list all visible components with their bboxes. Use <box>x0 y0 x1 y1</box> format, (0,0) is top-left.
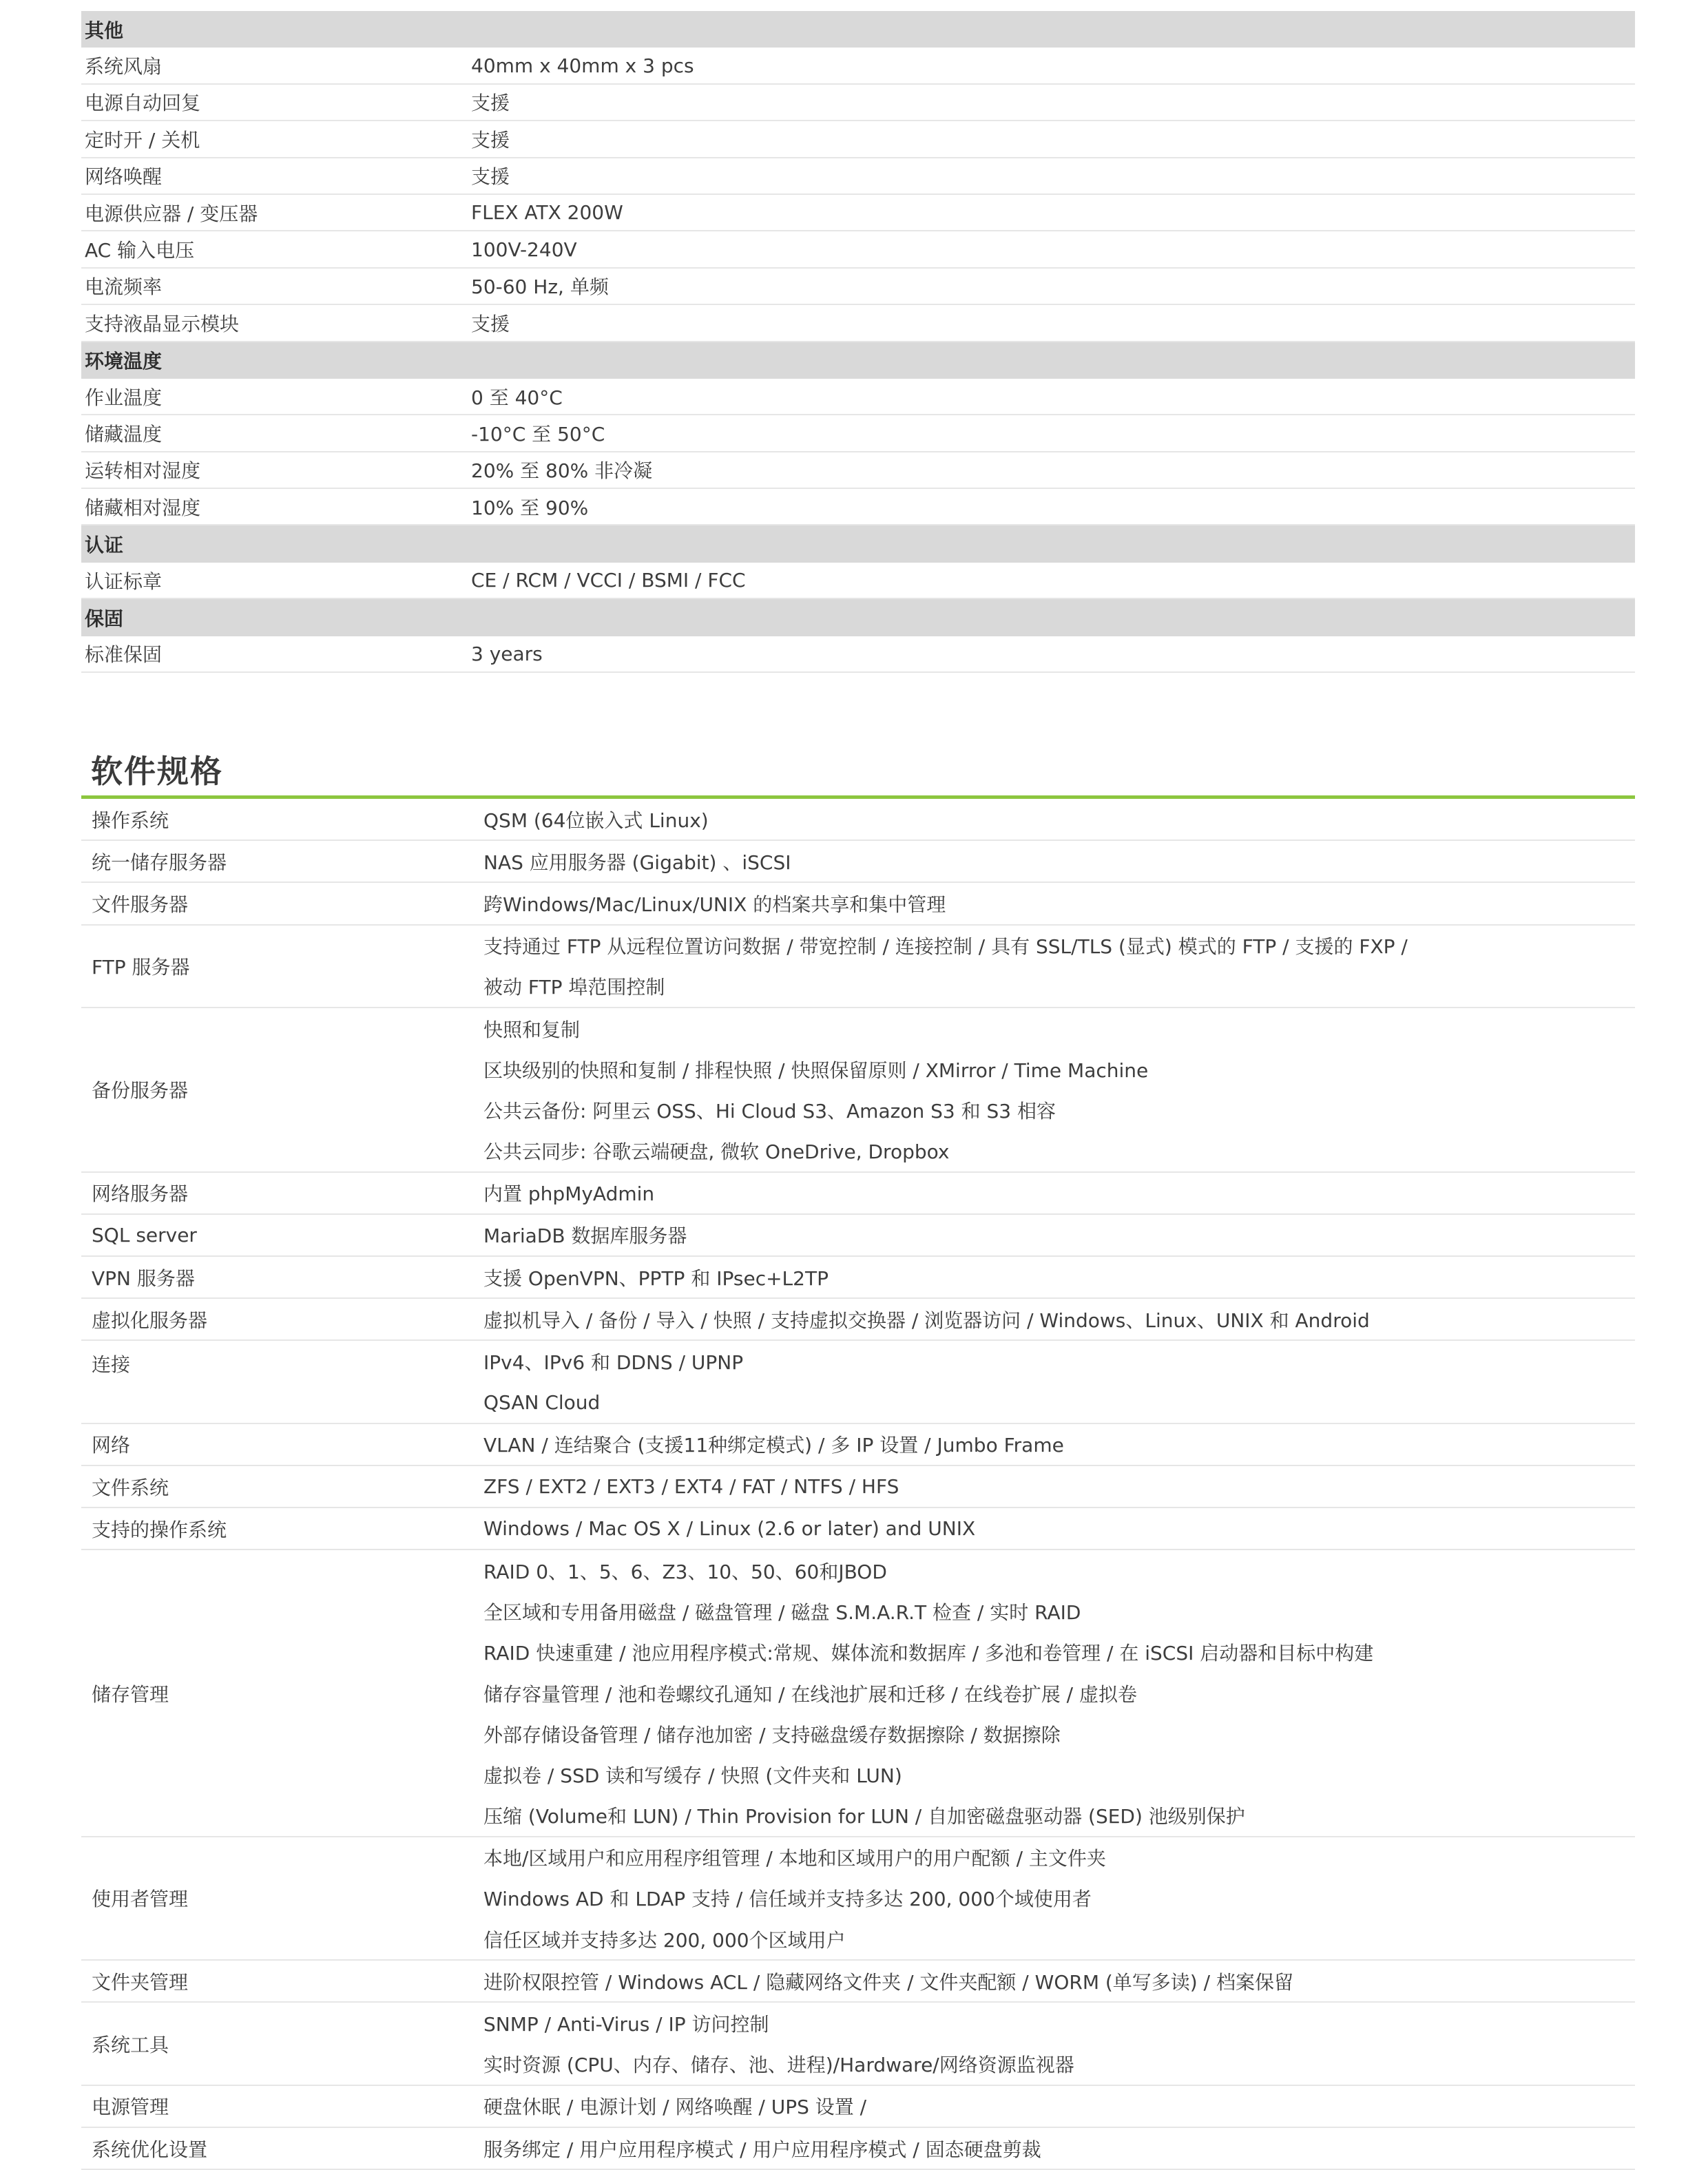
spec-label: 储藏相对湿度 <box>85 496 201 519</box>
spec-row <box>81 1215 1635 1257</box>
spec-label: 电源管理 <box>92 2096 169 2119</box>
software-spec-table <box>81 799 1635 2170</box>
section-header <box>81 342 1635 379</box>
spec-label: 系统优化设置 <box>92 2138 208 2161</box>
spec-label: 储藏温度 <box>85 422 163 446</box>
spec-value-line: 跨Windows/Mac/Linux/UNIX 的档案共享和集中管理 <box>483 893 946 916</box>
spec-label: 支持的操作系统 <box>92 1518 227 1541</box>
spec-label: 储存管理 <box>92 1682 169 1706</box>
spec-row <box>81 883 1635 925</box>
spec-label: 运转相对湿度 <box>85 459 201 483</box>
spec-label: 网络 <box>92 1434 131 1457</box>
spec-label: 系统风扇 <box>85 55 163 79</box>
spec-value-line: VLAN / 连结聚合 (支援11种绑定模式) / 多 IP 设置 / Jumbo Frame <box>483 1434 1064 1457</box>
spec-values <box>470 1299 1635 1339</box>
spec-row <box>81 1550 1635 1837</box>
spec-label: 使用者管理 <box>92 1888 189 1911</box>
spec-values <box>470 1466 1635 1507</box>
spec-values <box>470 1550 1635 1835</box>
spec-label: 标准保固 <box>85 643 163 667</box>
spec-value-line: RAID 快速重建 / 池应用程序模式:常规、媒体流和数据库 / 多池和卷管理 / 在 iSCSI 启动器和目标中构建 <box>483 1642 1374 1665</box>
spec-row <box>81 269 1635 305</box>
spec-value-line: 本地/区域用户和应用程序组管理 / 本地和区域用户的用户配额 / 主文件夹 <box>483 1847 1106 1870</box>
spec-values <box>470 883 1635 924</box>
spec-values <box>470 2086 1635 2127</box>
spec-value-line: IPv4、IPv6 和 DDNS / UPNP <box>483 1351 744 1375</box>
spec-label: 系统工具 <box>92 2033 169 2056</box>
spec-label: 支持液晶显示模块 <box>85 312 240 335</box>
spec-row <box>81 1008 1635 1173</box>
spec-value-line: 公共云同步: 谷歌云端硬盘, 微软 OneDrive, Dropbox <box>483 1140 950 1164</box>
spec-row <box>81 452 1635 489</box>
spec-value-line: RAID 0、1、5、6、Z3、10、50、60和JBOD <box>483 1560 887 1583</box>
section-header <box>81 525 1635 562</box>
spec-value-line: ZFS / EXT2 / EXT3 / EXT4 / FAT / NTFS / HFS <box>483 1475 899 1499</box>
spec-row <box>81 1837 1635 1961</box>
spec-label: VPN 服务器 <box>92 1266 195 1290</box>
spec-row <box>81 1341 1635 1423</box>
spec-value: 支援 <box>471 312 510 335</box>
spec-row <box>81 415 1635 452</box>
spec-row <box>81 231 1635 268</box>
section-title: 其他 <box>85 19 124 42</box>
spec-value-line: 区块级别的快照和复制 / 排程快照 / 快照保留原则 / XMirror / Time Machine <box>483 1058 1149 1082</box>
spec-value-line: SNMP / Anti-Virus / IP 访问控制 <box>483 2013 769 2036</box>
spec-label: 文件服务器 <box>92 893 189 916</box>
spec-values <box>470 2128 1635 2169</box>
spec-value-line: QSAN Cloud <box>483 1390 601 1414</box>
spec-label: 认证标章 <box>85 570 163 593</box>
spec-values <box>470 1008 1635 1171</box>
spec-label: AC 输入电压 <box>85 239 195 262</box>
spec-value: 50-60 Hz, 单频 <box>471 275 609 299</box>
spec-row <box>81 1466 1635 1508</box>
spec-label: 操作系统 <box>92 808 169 832</box>
spec-row <box>81 563 1635 599</box>
spec-label: 文件夹管理 <box>92 1970 189 1994</box>
spec-row <box>81 1508 1635 1550</box>
spec-row <box>81 85 1635 121</box>
spec-value-line: 内置 phpMyAdmin <box>483 1182 655 1206</box>
spec-label: 备份服务器 <box>92 1079 189 1103</box>
spec-row <box>81 195 1635 231</box>
spec-values <box>470 1173 1635 1213</box>
spec-value: 10% 至 90% <box>471 496 589 519</box>
spec-row <box>81 2003 1635 2085</box>
spec-row <box>81 2086 1635 2128</box>
spec-value: 20% 至 80% 非冷凝 <box>471 459 653 483</box>
spec-row <box>81 1173 1635 1215</box>
hardware-spec-table <box>81 11 1635 673</box>
section-header <box>81 11 1635 48</box>
spec-row <box>81 121 1635 158</box>
spec-value-line: 储存容量管理 / 池和卷螺纹孔通知 / 在线池扩展和迁移 / 在线卷扩展 / 虚拟卷 <box>483 1682 1137 1706</box>
spec-label: 定时开 / 关机 <box>85 128 200 152</box>
spec-label: 电流频率 <box>85 275 163 299</box>
section-header <box>81 599 1635 636</box>
spec-label: SQL server <box>92 1223 197 1246</box>
spec-row <box>81 926 1635 1008</box>
spec-value: 支援 <box>471 92 510 115</box>
spec-value-line: 支持通过 FTP 从远程位置访问数据 / 带宽控制 / 连接控制 / 具有 SSL/TLS (显式) 模式的 FTP / 支援的 FXP / <box>483 935 1408 959</box>
spec-label: 连接 <box>92 1353 131 1377</box>
spec-row <box>81 1961 1635 2003</box>
spec-value-line: NAS 应用服务器 (Gigabit) 、iSCSI <box>483 851 791 874</box>
spec-value: FLEX ATX 200W <box>471 201 623 225</box>
spec-values <box>470 1215 1635 1255</box>
section-title: 环境温度 <box>85 350 163 373</box>
spec-row <box>81 379 1635 415</box>
spec-row <box>81 48 1635 84</box>
spec-value: 3 years <box>471 642 543 665</box>
spec-label: 电源供应器 / 变压器 <box>85 202 258 225</box>
spec-value: 支援 <box>471 165 510 189</box>
spec-label: 网络服务器 <box>92 1182 189 1206</box>
spec-row <box>81 1424 1635 1466</box>
software-spec-title: 软件规格 <box>91 753 223 790</box>
spec-row <box>81 158 1635 195</box>
spec-value-line: Windows AD 和 LDAP 支持 / 信任域并支持多达 200, 000个域使用者 <box>483 1888 1092 1911</box>
spec-label: 电源自动回复 <box>85 92 201 115</box>
spec-value-line: 快照和复制 <box>483 1018 581 1041</box>
spec-values <box>470 926 1635 1007</box>
spec-value-line: 公共云备份: 阿里云 OSS、Hi Cloud S3、Amazon S3 和 S3 相容 <box>483 1099 1056 1123</box>
spec-value-line: 支援 OpenVPN、PPTP 和 IPsec+L2TP <box>483 1266 829 1290</box>
spec-row <box>81 799 1635 841</box>
spec-values <box>470 799 1635 839</box>
section-title: 保固 <box>85 607 124 630</box>
spec-label: 网络唤醒 <box>85 165 163 189</box>
spec-value: 支援 <box>471 128 510 152</box>
spec-values <box>470 1508 1635 1549</box>
spec-values <box>470 1257 1635 1297</box>
spec-row <box>81 2128 1635 2170</box>
spec-label: 统一储存服务器 <box>92 851 227 874</box>
spec-value-line: MariaDB 数据库服务器 <box>483 1224 687 1248</box>
spec-value-line: 被动 FTP 埠范围控制 <box>483 976 665 999</box>
spec-value: 100V-240V <box>471 238 577 261</box>
spec-values <box>470 841 1635 881</box>
spec-label: 虚拟化服务器 <box>92 1308 208 1332</box>
spec-value-line: 信任区域并支持多达 200, 000个区域用户 <box>483 1928 846 1952</box>
spec-values <box>470 1341 1635 1422</box>
spec-value-line: 服务绑定 / 用户应用程序模式 / 用户应用程序模式 / 固态硬盘剪裁 <box>483 2138 1041 2161</box>
spec-value-line: Windows / Mac OS X / Linux (2.6 or later) and UNIX <box>483 1517 976 1541</box>
spec-label: 作业温度 <box>85 386 163 409</box>
spec-values <box>470 1837 1635 1960</box>
spec-value: 0 至 40°C <box>471 386 563 409</box>
spec-row <box>81 489 1635 525</box>
spec-label: 文件系统 <box>92 1476 169 1499</box>
spec-values <box>470 1424 1635 1465</box>
spec-value-line: 外部存储设备管理 / 储存池加密 / 支持磁盘缓存数据擦除 / 数据擦除 <box>483 1723 1061 1746</box>
spec-row <box>81 636 1635 673</box>
spec-row <box>81 1257 1635 1299</box>
spec-value: 40mm x 40mm x 3 pcs <box>471 54 694 77</box>
spec-value-line: 进阶权限控管 / Windows ACL / 隐藏网络文件夹 / 文件夹配额 / WORM (单写多读) / 档案保留 <box>483 1970 1293 1994</box>
section-title: 认证 <box>85 534 124 557</box>
spec-value: CE / RCM / VCCI / BSMI / FCC <box>471 569 746 592</box>
spec-label: FTP 服务器 <box>92 955 190 979</box>
spec-value-line: QSM (64位嵌入式 Linux) <box>483 808 709 832</box>
spec-value-line: 硬盘休眠 / 电源计划 / 网络唤醒 / UPS 设置 / <box>483 2096 867 2119</box>
spec-value: -10°C 至 50°C <box>471 422 605 446</box>
spec-value-line: 虚拟卷 / SSD 读和写缓存 / 快照 (文件夹和 LUN) <box>483 1764 902 1787</box>
spec-value-line: 虚拟机导入 / 备份 / 导入 / 快照 / 支持虚拟交换器 / 浏览器访问 / Windows、Linux、UNIX 和 Android <box>483 1308 1370 1332</box>
spec-value-line: 全区域和专用备用磁盘 / 磁盘管理 / 磁盘 S.M.A.R.T 检查 / 实时 RAID <box>483 1601 1081 1625</box>
spec-values <box>470 1961 1635 2001</box>
spec-row <box>81 841 1635 883</box>
spec-value-line: 压缩 (Volume和 LUN) / Thin Provision for LUN / 自加密磁盘驱动器 (SED) 池级别保护 <box>483 1805 1245 1828</box>
spec-row <box>81 1299 1635 1341</box>
spec-value-line: 实时资源 (CPU、内存、储存、池、进程)/Hardware/网络资源监视器 <box>483 2054 1074 2077</box>
spec-values <box>470 2003 1635 2084</box>
spec-row <box>81 305 1635 342</box>
